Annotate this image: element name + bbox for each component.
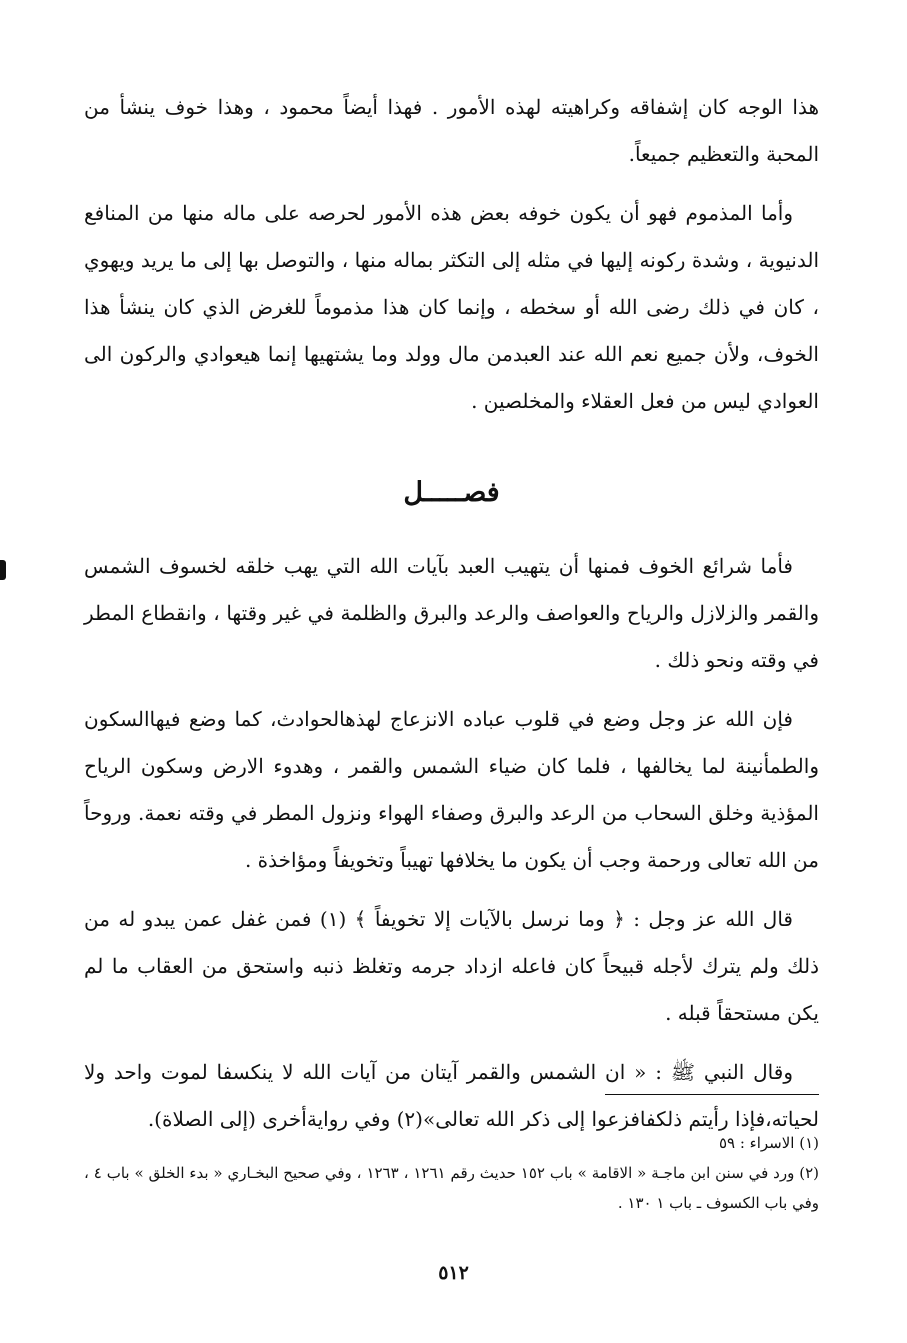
section-paragraph-4: وقال النبي ﷺ : « ان الشمس والقمر آيتان من آيات الله لا ينكسفا لموت واحد ولا لحياته،فإذا رأيتم ذلكفافزعوا إلى ذكر الله تعالى»(٢) وفي روايةأخرى (إلى الصلاة). — [84, 1060, 819, 1131]
section-title: فصـــــل — [403, 477, 500, 508]
footnote-1: (١) الاسراء : ٥٩ — [718, 1134, 819, 1152]
footnotes — [84, 1128, 819, 1218]
footnote-separator — [605, 1094, 819, 1095]
page-edge-mark — [0, 560, 6, 580]
page-body — [84, 84, 819, 1155]
page-number: ٥١٢ — [438, 1262, 469, 1284]
paragraph-2: وأما المذموم فهو أن يكون خوفه بعض هذه الأمور لحرصه على ماله منها من المنافع الدنيوية ، وشدة ركونه إليها في مثله إلى التكثر بماله منها ، والتوصل بها إلى ما يريد ويهوي ، كان في ذلك رضى الله أو سخطه ، وإنما كان هذا مذموماً للغرض الذي كان ينشأ هذا الخوف، ولأن جميع نعم الله عند العبدمن مال وولد وما يشتهيها إنما هيعوادي والركون الى العوادي ليس من فعل العقلاء والمخلصين . — [84, 201, 819, 413]
section-paragraph-1: فأما شرائع الخوف فمنها أن يتهيب العبد بآيات الله التي يهب خلقه لخسوف الشمس والقمر والزلازل والرياح والعواصف والرعد والبرق والظلمة في غير وقتها ، وانقطاع المطر في وقته ونحو ذلك . — [84, 554, 819, 672]
section-paragraph-2: فإن الله عز وجل وضع في قلوب عباده الانزعاج لهذهالحوادث، كما وضع فيهاالسكون والطمأنينة لما يخالفها ، فلما كان ضياء الشمس والقمر ، وهدوء الارض وسكون الرياح المؤذية وخلق السحاب من الرعد والبرق وصفاء الهواء ونزول المطر في وقته نعمة. وروحاً من الله تعالى ورحمة وجب أن يكون ما يخلافها تهيباً وتخويفاً ومؤاخذة . — [84, 707, 819, 872]
section-paragraph-3: قال الله عز وجل : ﴿ وما نرسل بالآيات إلا تخويفاً ﴾ (١) فمن غفل عمن يبدو له من ذلك ولم يترك لأجله قبيحاً كان فاعله ازداد جرمه وتغلظ ذنبه واستحق من العقاب ما لم يكن مستحقاً قبله . — [84, 907, 819, 1025]
footnote-2: (٢) ورد في سنن ابن ماجـة « الاقامة » باب ١٥٢ حديث رقم ١٢٦١ ، ١٢٦٣ ، وفي صحيح البخـاري « بدء الخلق » باب ٤ ، وفي باب الكسوف ـ باب ١ ١٣٠ . — [84, 1164, 819, 1212]
paragraph-1: هذا الوجه كان إشفاقه وكراهيته لهذه الأمور . فهذا أيضاً محمود ، وهذا خوف ينشأ من المحبة والتعظيم جميعاً. — [84, 95, 819, 166]
